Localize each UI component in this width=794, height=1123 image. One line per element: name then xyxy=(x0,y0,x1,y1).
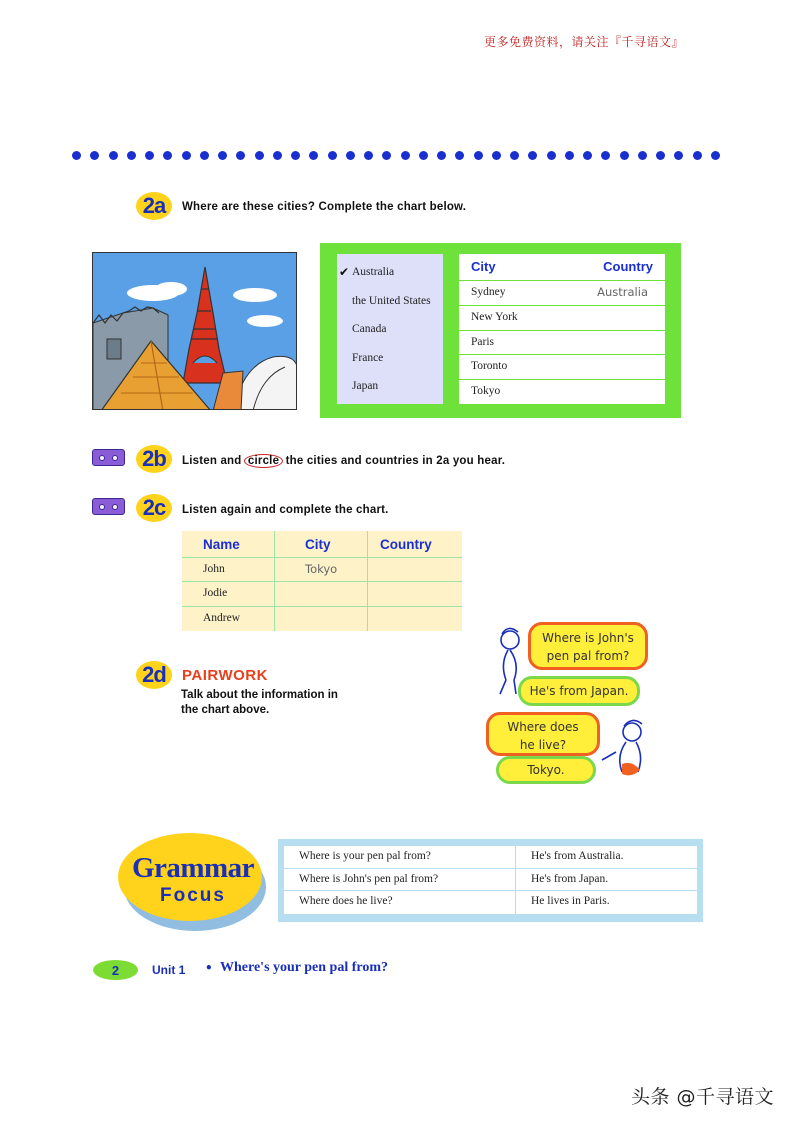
header-country: Country xyxy=(603,259,653,274)
grammar-title: Grammar xyxy=(131,852,255,884)
question-cell: Where is John's pen pal from? xyxy=(284,869,516,891)
country-label: France xyxy=(352,351,384,364)
exercise-2d-badge: 2d xyxy=(136,661,172,689)
country-label: the United States xyxy=(352,294,431,307)
question-cell: Where is your pen pal from? xyxy=(284,846,516,868)
country-label: Japan xyxy=(352,380,379,392)
grammar-subtitle: Focus xyxy=(160,885,226,906)
watermark: 头条 @千寻语文 xyxy=(631,1086,775,1108)
city-country-table xyxy=(459,254,665,404)
landmarks-illustration xyxy=(92,252,297,410)
country-item xyxy=(341,264,443,293)
name-cell: Jodie xyxy=(182,582,275,605)
city-cell: New York xyxy=(471,310,518,323)
city-answer: Tokyo xyxy=(275,558,368,581)
city-answer[interactable] xyxy=(275,582,368,605)
country-item xyxy=(341,378,443,407)
header-city: City xyxy=(275,531,368,557)
country-answer[interactable] xyxy=(368,607,462,631)
speech-bubble: He's from Japan. xyxy=(518,676,640,706)
city-cell: Paris xyxy=(471,335,494,348)
country-label: Australia xyxy=(352,266,395,278)
answer-cell: He's from Australia. xyxy=(531,850,624,862)
header-name: Name xyxy=(182,531,275,557)
table-header xyxy=(459,254,665,281)
instruction-line: the chart above. xyxy=(181,704,270,716)
page-number: 2 xyxy=(93,960,138,980)
table-row xyxy=(182,607,462,631)
instruction-text: the cities and countries in 2a you hear. xyxy=(285,455,506,467)
question-cell: Where does he live? xyxy=(284,891,516,914)
city-cell: Sydney xyxy=(471,286,506,298)
pairwork-instruction xyxy=(181,688,401,718)
table-row xyxy=(459,380,665,405)
table-row xyxy=(182,582,462,606)
name-cell: John xyxy=(182,558,275,581)
table-row xyxy=(284,891,697,914)
dialogue-illustration xyxy=(486,620,656,790)
country-item xyxy=(341,321,443,350)
unit-title: Where's your pen pal from? xyxy=(220,960,389,975)
bubble-text: Where does xyxy=(507,720,579,734)
grammar-focus-table xyxy=(284,846,697,914)
bullet: • xyxy=(205,961,213,975)
unit-label: Unit 1 xyxy=(152,963,186,977)
exercise-2a-instruction: Where are these cities? Complete the chart below. xyxy=(182,201,467,213)
country-answer[interactable] xyxy=(368,582,462,605)
table-row xyxy=(284,846,697,869)
check-icon: ✔ xyxy=(339,265,350,279)
instruction-text: Listen and xyxy=(182,455,242,467)
country-answer: Australia xyxy=(597,285,648,299)
speech-bubble xyxy=(486,712,600,756)
table-row xyxy=(459,306,665,331)
country-item xyxy=(341,293,443,322)
table-header xyxy=(182,531,462,558)
city-answer[interactable] xyxy=(275,607,368,631)
cassette-icon[interactable] xyxy=(92,449,125,466)
country-label: Canada xyxy=(352,323,387,335)
table-row xyxy=(182,558,462,582)
header-country: Country xyxy=(380,537,432,552)
name-cell: Andrew xyxy=(182,607,275,631)
promo-note: 更多免费资料，请关注『千寻语文』 xyxy=(484,35,685,49)
exercise-2c-badge: 2c xyxy=(136,494,172,522)
exercise-2a-badge: 2a xyxy=(136,192,172,220)
bubble-text: Where is John's xyxy=(542,631,634,645)
dotted-divider xyxy=(72,151,720,161)
bubble-text: he live? xyxy=(519,738,567,752)
answer-cell: He lives in Paris. xyxy=(531,895,610,907)
pairwork-title: PAIRWORK xyxy=(182,667,268,684)
speech-bubble: Tokyo. xyxy=(496,756,596,784)
table-row xyxy=(459,331,665,356)
answer-cell: He's from Japan. xyxy=(531,872,609,885)
bubble-text: pen pal from? xyxy=(546,649,630,663)
exercise-2b-instruction xyxy=(182,455,505,467)
table-row xyxy=(459,281,665,306)
city-cell: Toronto xyxy=(471,360,508,373)
country-item xyxy=(341,350,443,379)
country-list xyxy=(337,254,443,404)
cassette-icon[interactable] xyxy=(92,498,125,515)
header-city: City xyxy=(471,259,496,274)
table-row xyxy=(459,355,665,380)
exercise-2b-badge: 2b xyxy=(136,445,172,473)
speech-bubble xyxy=(528,622,648,670)
name-city-country-table xyxy=(182,531,462,631)
country-answer[interactable] xyxy=(368,558,462,581)
exercise-2c-instruction: Listen again and complete the chart. xyxy=(182,504,389,516)
city-cell: Tokyo xyxy=(471,385,501,398)
instruction-line: Talk about the information in xyxy=(181,689,338,701)
circled-word: circle xyxy=(244,454,283,468)
table-row xyxy=(284,869,697,892)
